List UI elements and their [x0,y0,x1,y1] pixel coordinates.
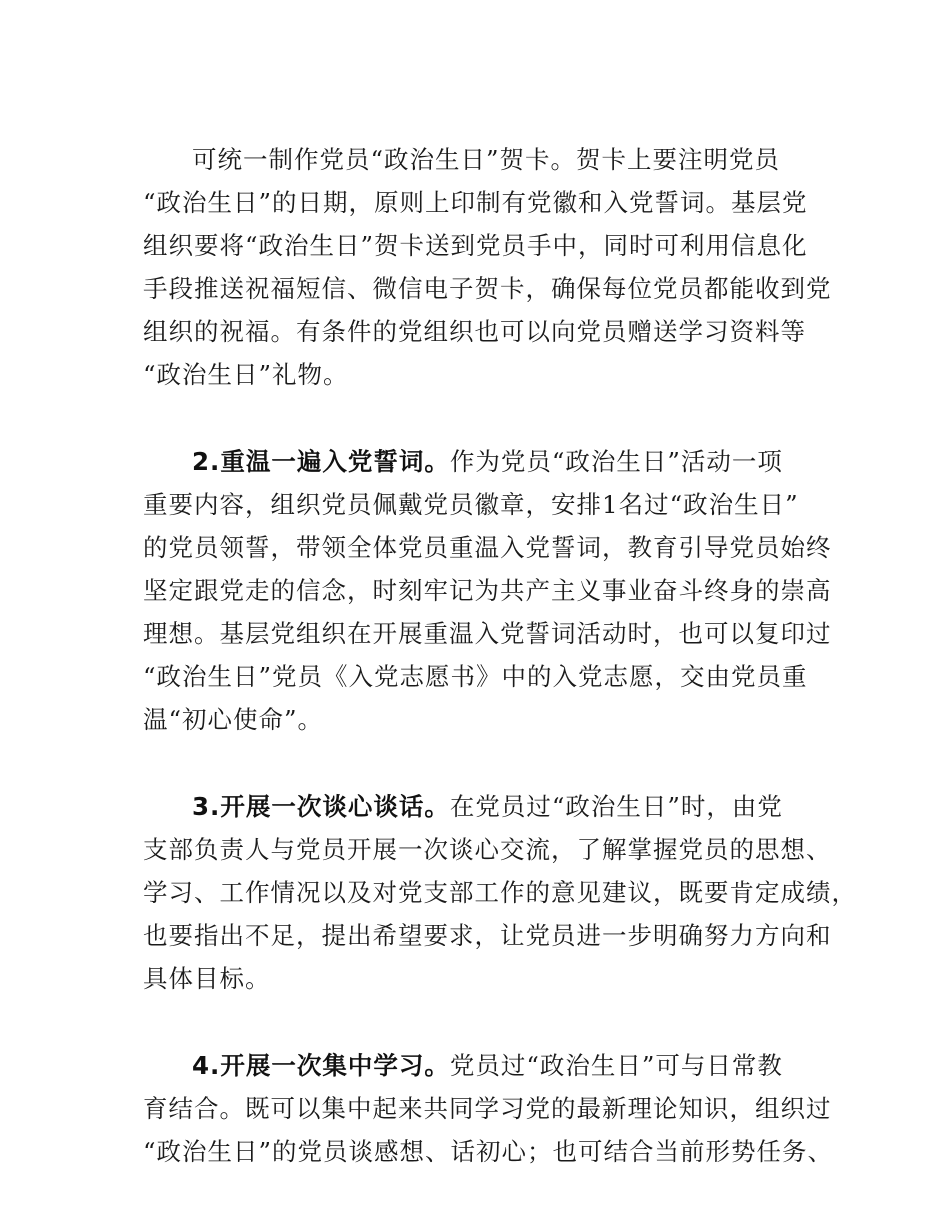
paragraph-2-line-3: 的党员领誓，带领全体党员重温入党誓词，教育引导党员始终 [143,533,832,562]
paragraph-1-line-1: 可统一制作党员“政治生日”贺卡。贺卡上要注明党员 [192,145,781,174]
paragraph-1-line-4: 手段推送祝福短信、微信电子贺卡，确保每位党员都能收到党 [143,274,832,303]
paragraph-4-line-1 [192,1051,783,1081]
paragraph-4-line-2: 育结合。既可以集中起来共同学习党的最新理论知识，组织过 [143,1094,832,1123]
paragraph-2-line-4: 坚定跟党走的信念，时刻牢记为共产主义事业奋斗终身的崇高 [143,576,832,605]
paragraph-1-line-2: “政治生日”的日期，原则上印制有党徽和入党誓词。基层党 [143,188,808,217]
paragraph-3-line-4: 也要指出不足，提出希望要求，让党员进一步明确努力方向和 [143,921,832,950]
paragraph-2-line-2: 重要内容，组织党员佩戴党员徽章，安排1名过“政治生日” [143,490,799,519]
paragraph-1-line-6: “政治生日”礼物。 [143,360,349,389]
paragraph-4-heading: 4.开展一次集中学习。 [192,1051,450,1080]
paragraph-2-text: 作为党员“政治生日”活动一项 [449,447,783,476]
paragraph-2-line-7: 温“初心使命”。 [143,705,324,734]
paragraph-2-line-1 [192,447,783,477]
paragraph-3-text: 在党员过“政治生日”时，由党 [449,792,783,821]
paragraph-3-line-3: 学习、工作情况以及对党支部工作的意见建议，既要肯定成绩， [143,878,857,907]
paragraph-3-heading: 3.开展一次谈心谈话。 [192,792,450,821]
paragraph-3-line-2: 支部负责人与党员开展一次谈心交流，了解掌握党员的思想、 [143,835,832,864]
paragraph-3-line-5: 具体目标。 [143,964,271,993]
paragraph-3-line-1 [192,792,783,822]
paragraph-2-line-5: 理想。基层党组织在开展重温入党誓词活动时，也可以复印过 [143,619,832,648]
paragraph-4-text: 党员过“政治生日”可与日常教 [449,1051,783,1080]
paragraph-4-line-3: “政治生日”的党员谈感想、话初心；也可结合当前形势任务、 [143,1137,834,1166]
paragraph-2-line-6: “政治生日”党员《入党志愿书》中的入党志愿，交由党员重 [143,662,808,691]
paragraph-1-line-5: 组织的祝福。有条件的党组织也可以向党员赠送学习资料等 [143,317,806,346]
paragraph-1-line-3: 组织要将“政治生日”贺卡送到党员手中，同时可利用信息化 [143,231,808,260]
paragraph-2-heading: 2.重温一遍入党誓词。 [192,447,450,476]
